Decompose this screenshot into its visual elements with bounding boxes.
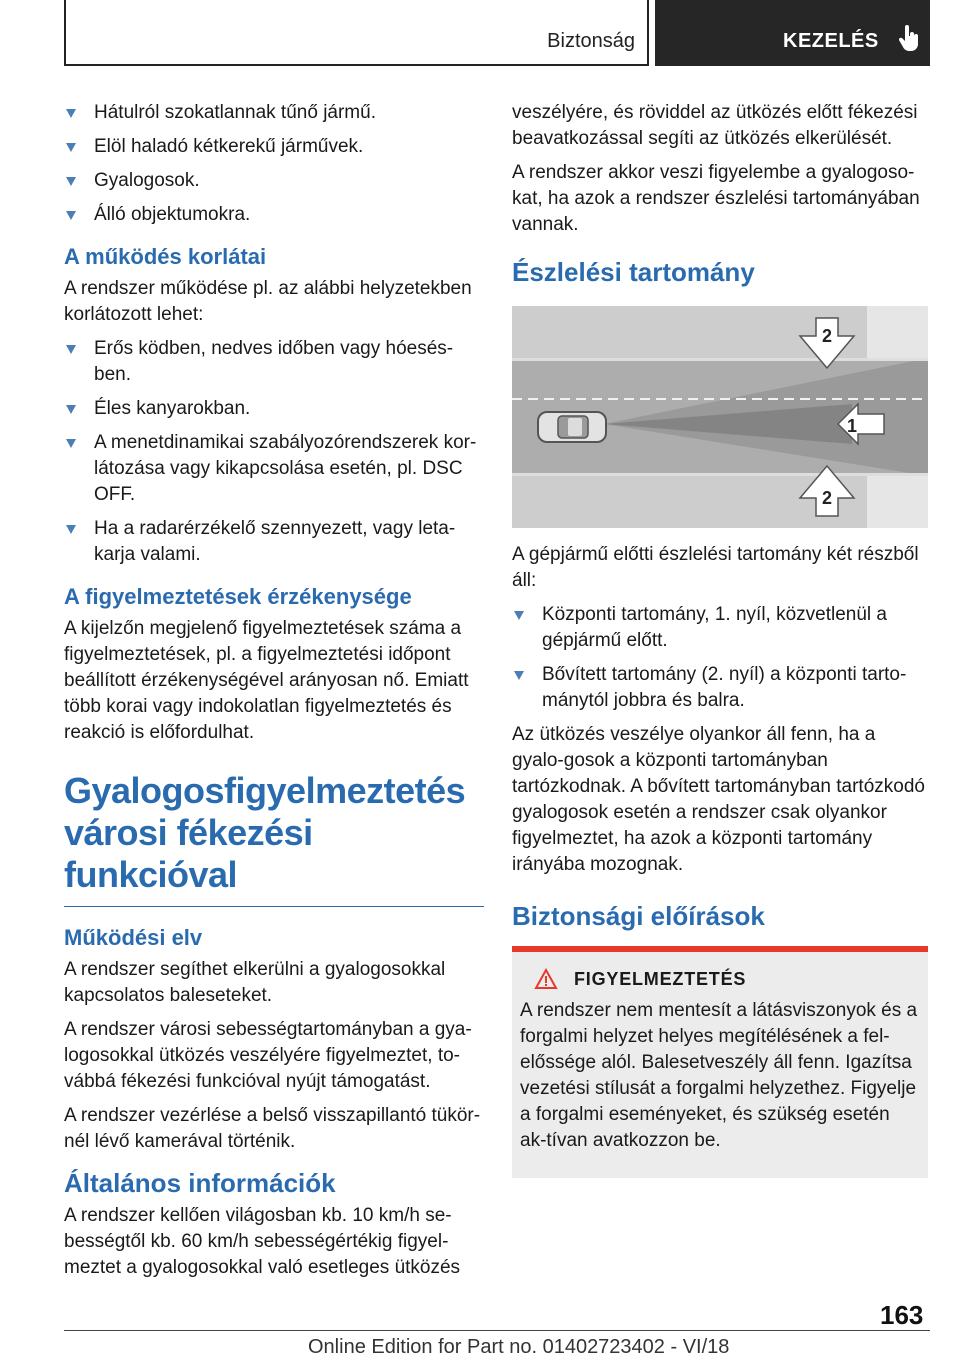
paragraph-limits: A rendszer működése pl. az alábbi helyzetekben korlátozott lehet: bbox=[64, 278, 472, 325]
paragraph-general: A rendszer kellően világosban kb. 10 km/h se-bességtől kb. 60 km/h sebességértékig figyel-meztet a gyalogosokkal való esetleges ütközés bbox=[64, 1205, 461, 1278]
header-chapter-box bbox=[655, 0, 930, 66]
footer-divider bbox=[64, 1330, 930, 1331]
bullet-triangle-icon bbox=[66, 345, 76, 354]
list-item: Erős ködben, nedves időben vagy hóesés-ben. bbox=[64, 336, 484, 388]
heading-safety: Biztonsági előírások bbox=[512, 901, 765, 931]
bullet-list-range bbox=[512, 602, 932, 714]
bullet-triangle-icon bbox=[66, 177, 76, 186]
heading-sensitivity: A figyelmeztetések érzékenysége bbox=[64, 584, 412, 609]
bullet-triangle-icon bbox=[514, 611, 524, 620]
warning-title: FIGYELMEZTETÉS bbox=[574, 969, 747, 989]
list-item: Gyalogosok. bbox=[64, 168, 484, 194]
paragraph-principle-2: A rendszer városi sebességtartományban a gya-logosokkal ütközés veszélyére figyelmeztet, to-vábbá fékezési funkcióval nyújt támogatást. bbox=[64, 1019, 472, 1092]
bullet-triangle-icon bbox=[66, 439, 76, 448]
list-item: Álló objektumokra. bbox=[64, 202, 484, 228]
right-column bbox=[512, 100, 932, 1178]
list-item: Bővített tartomány (2. nyíl) a központi tarto-mánytól jobbra és balra. bbox=[512, 662, 932, 714]
paragraph-principle-3: A rendszer vezérlése a belső visszapillantó tükör-nél lévő kamerával történik. bbox=[64, 1105, 481, 1152]
list-item: Központi tartomány, 1. nyíl, közvetlenül a gépjármű előtt. bbox=[512, 602, 932, 654]
warning-triangle-icon bbox=[534, 968, 558, 990]
bullet-triangle-icon bbox=[66, 211, 76, 220]
bullet-list-targets bbox=[64, 100, 484, 228]
paragraph-pedestrians: A rendszer akkor veszi figyelembe a gyalogoso-kat, ha azok a rendszer észlelési tartományában vannak. bbox=[512, 162, 920, 235]
bullet-triangle-icon bbox=[66, 109, 76, 118]
bullet-triangle-icon bbox=[66, 405, 76, 414]
list-item: Ha a radarérzékelő szennyezett, vagy leta-karja valami. bbox=[64, 516, 484, 568]
bullet-triangle-icon bbox=[514, 671, 524, 680]
heading-principle: Működési elv bbox=[64, 925, 203, 950]
page-number: 163 bbox=[880, 1300, 924, 1330]
list-item: Éles kanyarokban. bbox=[64, 396, 484, 422]
arrow-label-top: 2 bbox=[821, 326, 833, 346]
footer-edition: Online Edition for Part no. 01402723402 - VI/18 bbox=[308, 1336, 730, 1358]
hand-pointer-icon bbox=[898, 25, 920, 53]
header-section-box bbox=[64, 0, 649, 66]
heading-detection-range: Észlelési tartomány bbox=[512, 257, 755, 287]
detection-range-illustration bbox=[512, 306, 928, 528]
bullet-triangle-icon bbox=[66, 143, 76, 152]
list-item: Hátulról szokatlannak tűnő jármű. bbox=[64, 100, 484, 126]
arrow-label-center: 1 bbox=[846, 416, 858, 436]
left-column bbox=[64, 100, 484, 1289]
warning-box bbox=[512, 946, 928, 1178]
bullet-list-limits bbox=[64, 336, 484, 568]
list-item: Elöl haladó kétkerekű járművek. bbox=[64, 134, 484, 160]
paragraph-principle-1: A rendszer segíthet elkerülni a gyalogosokkal kapcsolatos baleseteket. bbox=[64, 959, 446, 1006]
list-item: A menetdinamikai szabályozórendszerek kor-látozása vagy kikapcsolása esetén, pl. DSC OFF. bbox=[64, 430, 484, 508]
heading-limits: A működés korlátai bbox=[64, 244, 267, 269]
main-heading: Gyalogosfigyelmeztetés városi fékezési funkcióval bbox=[64, 770, 484, 907]
detection-range-figure bbox=[512, 306, 928, 528]
warning-text: A rendszer nem mentesít a látásviszonyok és a forgalmi helyzet helyes megítélésének a fel-előssége alól. Balesetveszély áll fenn. Igazítsa vezetési stílusát a forgalmi helyzethez. Figyelje a forgalmi eseményeket, és szükség esetén ak-tívan avatkozzon be. bbox=[520, 1000, 918, 1151]
arrow-label-bottom: 2 bbox=[821, 488, 833, 508]
paragraph-range: A gépjármű előtti észlelési tartomány két részből áll: bbox=[512, 544, 919, 591]
paragraph-sensitivity: A kijelzőn megjelenő figyelmeztetések száma a figyelmeztetések, pl. a figyelmeztetési időpont beállított érzékenységével arányosan nő. Emiatt több korai vagy indokolatlan figyelmeztetés és reakció is előfordulhat. bbox=[64, 618, 469, 743]
header-section-title: Biztonság bbox=[547, 30, 635, 52]
paragraph-continued: veszélyére, és röviddel az ütközés előtt fékezési beavatkozással segíti az ütközés elkerülését. bbox=[512, 102, 918, 149]
car-icon bbox=[538, 412, 606, 442]
bullet-triangle-icon bbox=[66, 525, 76, 534]
header-chapter-title: KEZELÉS bbox=[783, 30, 879, 52]
warning-header bbox=[520, 966, 920, 992]
heading-general: Általános információk bbox=[64, 1168, 336, 1198]
paragraph-danger: Az ütközés veszélye olyankor áll fenn, ha a gyalo-gosok a központi tartományban tartózkodnak. A bővített tartományban tartózkodó gyalogosok esetén a rendszer csak olyankor figyelmeztet, ha azok a központi tartomány irányába mozognak. bbox=[512, 724, 925, 875]
